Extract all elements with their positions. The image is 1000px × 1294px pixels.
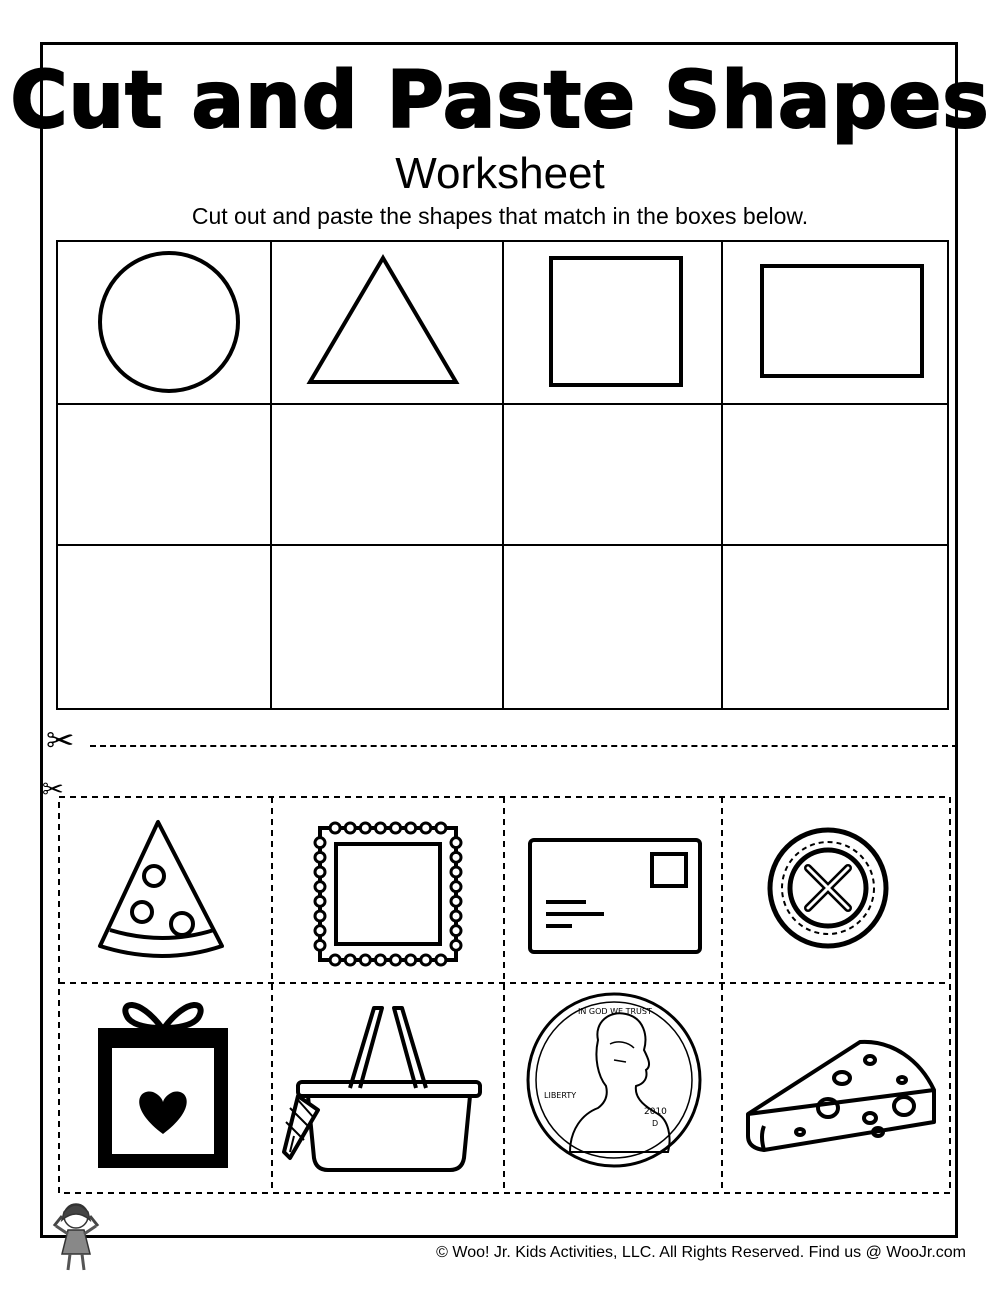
perforation-notch: [360, 823, 370, 833]
postage-stamp-icon[interactable]: [320, 828, 456, 960]
perforation-notch: [406, 823, 416, 833]
perforation-notch: [345, 955, 355, 965]
scissors-icon: ✂: [46, 721, 75, 761]
rectangle-icon: [762, 266, 922, 376]
woojr-mascot-icon: [50, 1196, 102, 1276]
instructions-text: Cut out and paste the shapes that match in the boxes below.: [191, 203, 809, 229]
picnic-basket-icon[interactable]: [284, 1008, 480, 1170]
coin-year: 2010: [644, 1107, 667, 1117]
cheese-wedge-icon[interactable]: [748, 1042, 934, 1150]
match-grid: [56, 240, 949, 710]
perforation-notch: [330, 823, 340, 833]
gift-box-icon[interactable]: [98, 1005, 228, 1168]
perforation-notch: [421, 955, 431, 965]
perforation-notch: [451, 867, 461, 877]
page-subtitle: Worksheet: [395, 149, 605, 198]
perforation-notch: [451, 940, 461, 950]
square-icon: [551, 258, 681, 385]
coin-mint-mark: D: [652, 1119, 659, 1128]
triangle-icon: [310, 258, 456, 382]
scissors-icon: ✂: [42, 775, 64, 805]
perforation-notch: [375, 823, 385, 833]
perforation-notch: [436, 823, 446, 833]
perforation-notch: [315, 852, 325, 862]
perforation-notch: [391, 955, 401, 965]
perforation-notch: [315, 940, 325, 950]
perforation-notch: [315, 911, 325, 921]
perforation-notch: [315, 867, 325, 877]
perforation-notch: [391, 823, 401, 833]
perforation-notch: [451, 896, 461, 906]
perforation-notch: [451, 852, 461, 862]
coin-liberty: LIBERTY: [544, 1091, 577, 1100]
perforation-notch: [451, 911, 461, 921]
perforation-notch: [451, 882, 461, 892]
perforation-notch: [451, 926, 461, 936]
coin-motto: IN GOD WE TRUST: [578, 1007, 652, 1016]
perforation-notch: [436, 955, 446, 965]
circle-icon: [100, 253, 238, 391]
pizza-slice-icon[interactable]: [100, 822, 222, 956]
cut-line: [90, 745, 958, 747]
envelope-icon[interactable]: [530, 840, 700, 952]
perforation-notch: [406, 955, 416, 965]
perforation-notch: [375, 955, 385, 965]
perforation-notch: [360, 955, 370, 965]
perforation-notch: [315, 838, 325, 848]
perforation-notch: [315, 926, 325, 936]
button-icon[interactable]: [770, 830, 886, 946]
perforation-notch: [315, 896, 325, 906]
perforation-notch: [451, 838, 461, 848]
perforation-notch: [330, 955, 340, 965]
perforation-notch: [421, 823, 431, 833]
penny-coin-icon[interactable]: [528, 994, 700, 1166]
cutout-grid: [58, 796, 951, 1194]
perforation-notch: [345, 823, 355, 833]
copyright-footer: © Woo! Jr. Kids Activities, LLC. All Rights Reserved. Find us @ WooJr.com: [436, 1244, 966, 1261]
page-title: Cut and Paste Shapes: [10, 56, 990, 146]
perforation-notch: [315, 882, 325, 892]
